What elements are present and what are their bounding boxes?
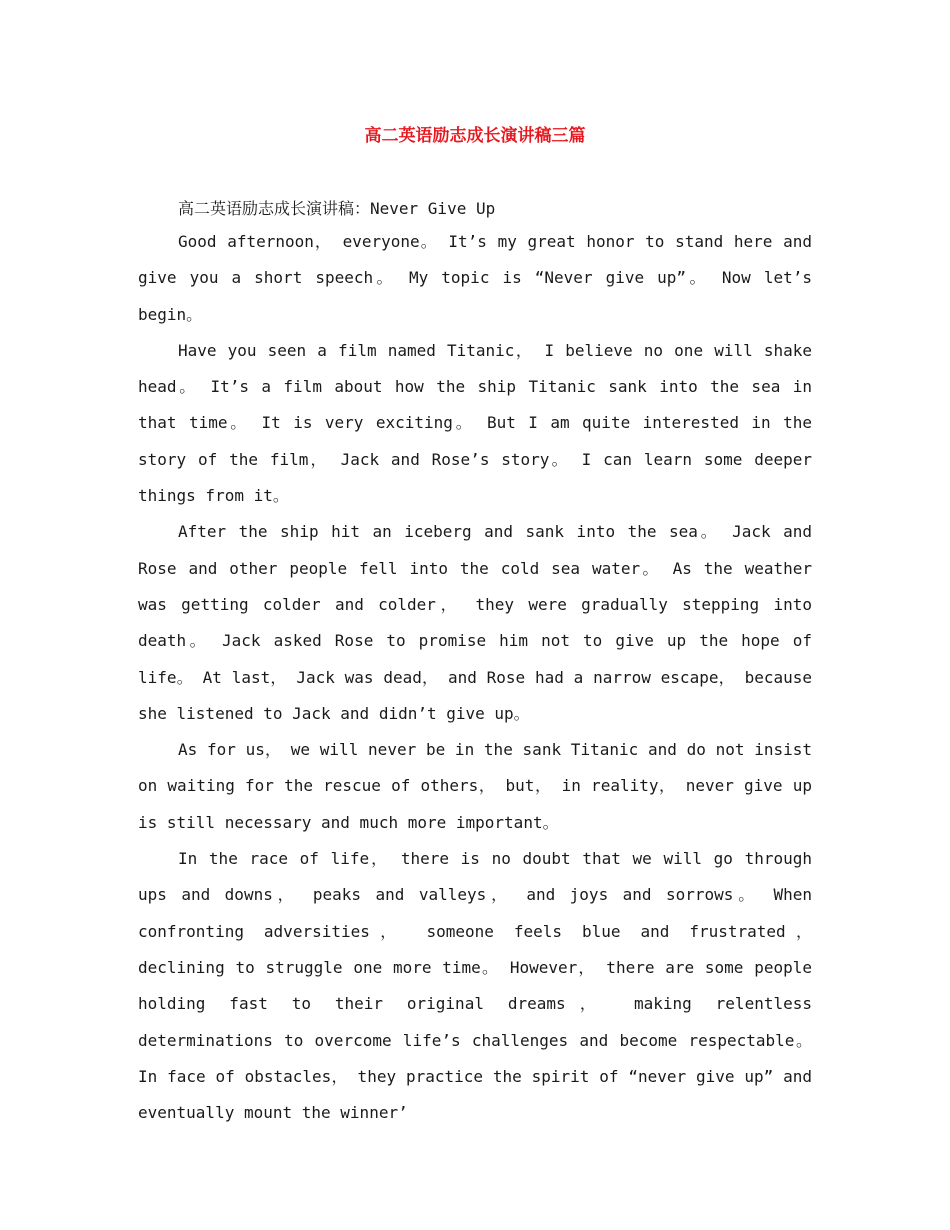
paragraph: Have you seen a film named Titanic， I believe no one will shake head。 It’s a film about how the ship Titanic sank into the sea in that time。 It is very exciting。 But I am quite interested in the story of the film， Jack and Rose’s story。 I can learn some deeper things from it。 (138, 340, 812, 506)
document-title: 高二英语励志成长演讲稿三篇 (364, 126, 586, 146)
paragraph: Good afternoon， everyone。 It’s my great honor to stand here and give you a short speech。 My topic is “Never give up”。 Now let’s begin。 (138, 232, 812, 324)
paragraph: After the ship hit an iceberg and sank into the sea。 Jack and Rose and other people fell into the cold sea water。 As the weather was getting colder and colder， they were gradually stepping into death。 Jack asked Rose to promise him not to give up the hope of life。 At last， Jack was dead， and Rose had a narrow escape， because she listened to Jack and didn’t give up。 (138, 522, 812, 723)
section-heading: 高二英语励志成长演讲稿：Never Give Up (178, 199, 496, 218)
paragraph: In the race of life， there is no doubt that we will go through ups and downs， peaks and valleys， and joys and sorrows。 When confronting adversities， someone feels blue and frustrated， declining to struggle one more time。 However， there are some people holding fast to their original dreams， making relentless determinations to overcome life’s challenges and become respectable。 In face of obstacles， they practice the spirit of “never give up” and eventually mount the winner’ (138, 849, 813, 1123)
paragraph: As for us， we will never be in the sank Titanic and do not insist on waiting for the rescue of others， but， in reality， never give up is still necessary and much more important。 (138, 740, 812, 832)
document-body (138, 194, 812, 1131)
